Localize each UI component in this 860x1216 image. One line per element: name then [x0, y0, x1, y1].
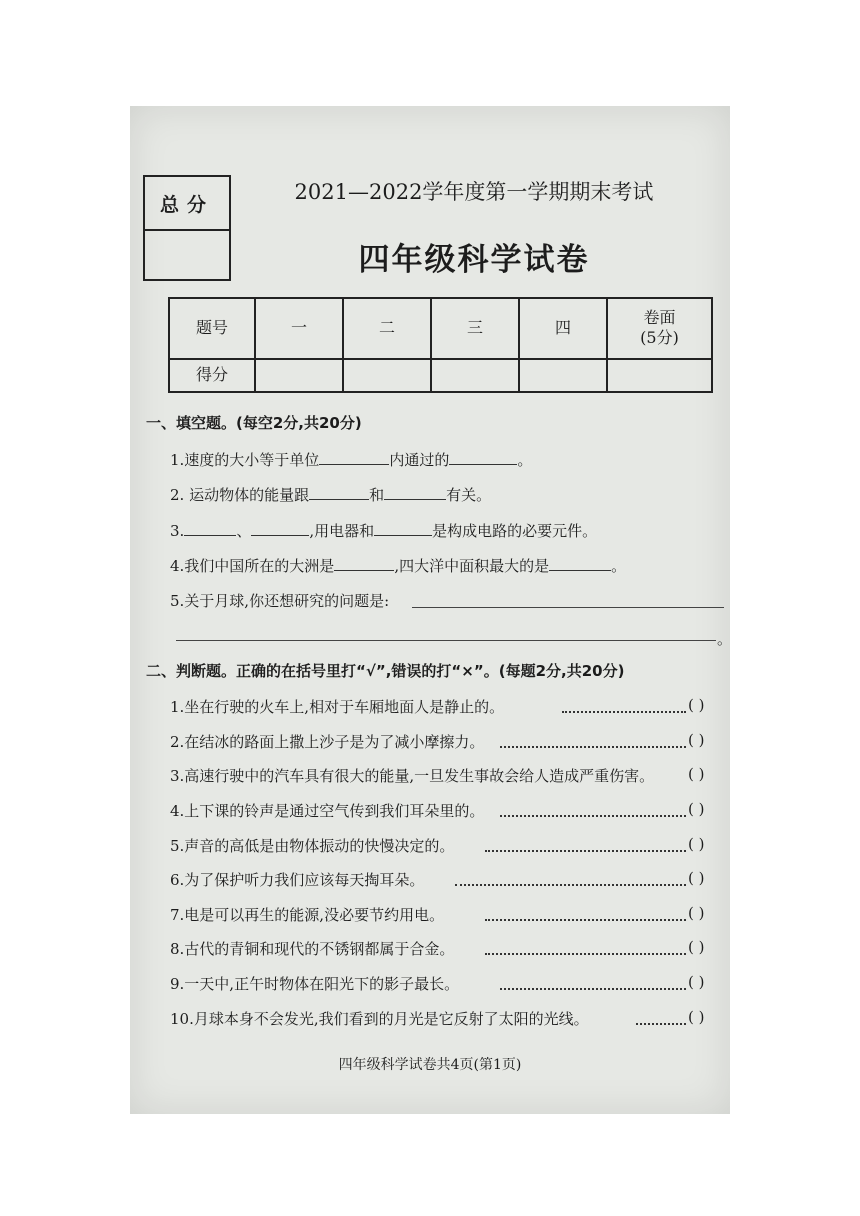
answer-bracket[interactable]: ( ) — [688, 765, 705, 783]
score-cell[interactable] — [519, 359, 607, 392]
judge-question-8: 8.古代的青铜和现代的不锈钢都属于合金。 — [170, 940, 455, 958]
answer-bracket[interactable]: ( ) — [688, 696, 705, 714]
score-cell[interactable] — [431, 359, 519, 392]
leader-dots — [562, 711, 686, 713]
judge-question-7: 7.电是可以再生的能源,没必要节约用电。 — [170, 906, 445, 924]
answer-line[interactable] — [176, 640, 716, 641]
fill-question-2 — [170, 484, 491, 505]
question-text: 内通过的 — [389, 451, 450, 469]
leader-dots — [485, 850, 686, 852]
answer-bracket[interactable]: ( ) — [688, 835, 705, 853]
leader-dots — [455, 884, 686, 886]
answer-blank[interactable] — [319, 449, 389, 465]
presentation-column-header — [607, 298, 712, 359]
score-cell[interactable] — [607, 359, 712, 392]
question-text: 、 — [236, 522, 252, 540]
answer-bracket[interactable]: ( ) — [688, 800, 705, 818]
leader-dots — [500, 746, 686, 748]
total-score-box — [143, 175, 231, 281]
answer-bracket[interactable]: ( ) — [688, 1008, 705, 1026]
fill-question-3 — [170, 520, 597, 541]
presentation-label: 卷面 — [643, 307, 676, 327]
answer-blank[interactable] — [449, 449, 517, 465]
exam-title: 四年级科学试卷 — [358, 242, 590, 278]
total-score-label: 总分 — [145, 177, 229, 231]
question-text: 3. — [170, 522, 185, 540]
answer-blank[interactable] — [334, 555, 394, 571]
judge-question-9: 9.一天中,正午时物体在阳光下的影子最长。 — [170, 975, 460, 993]
column-header: 三 — [431, 298, 519, 359]
question-text: 4.我们中国所在的大洲是 — [170, 557, 335, 575]
judge-question-4: 4.上下课的铃声是通过空气传到我们耳朵里的。 — [170, 802, 485, 820]
fill-question-5: 5.关于月球,你还想研究的问题是: — [170, 592, 390, 610]
question-text: 有关。 — [446, 486, 492, 504]
answer-bracket[interactable]: ( ) — [688, 869, 705, 887]
question-number-label: 题号 — [169, 298, 255, 359]
presentation-points: (5分) — [640, 328, 679, 348]
answer-bracket[interactable]: ( ) — [688, 973, 705, 991]
question-text: 是构成电路的必要元件。 — [432, 522, 598, 540]
question-text: 和 — [369, 486, 385, 504]
answer-blank[interactable] — [184, 520, 236, 536]
question-end-mark: 。 — [717, 630, 733, 648]
score-label: 得分 — [169, 359, 255, 392]
answer-bracket[interactable]: ( ) — [688, 731, 705, 749]
question-text: ,四大洋中面积最大的是 — [394, 557, 550, 575]
leader-dots — [500, 815, 686, 817]
section1-heading: 一、填空题。(每空2分,共20分) — [146, 414, 362, 432]
score-cell[interactable] — [255, 359, 343, 392]
leader-dots — [485, 919, 686, 921]
question-text: 1.速度的大小等于单位 — [170, 451, 320, 469]
score-cell[interactable] — [343, 359, 431, 392]
section2-heading: 二、判断题。正确的在括号里打“√”,错误的打“×”。(每题2分,共20分) — [146, 662, 625, 680]
question-text: ,用电器和 — [309, 522, 375, 540]
question-text: 。 — [517, 451, 533, 469]
judge-question-2: 2.在结冰的路面上撒上沙子是为了减小摩擦力。 — [170, 733, 485, 751]
question-text: 。 — [611, 557, 627, 575]
score-table-header-row — [169, 298, 712, 359]
fill-question-1 — [170, 449, 532, 470]
answer-blank[interactable] — [309, 484, 369, 500]
page-footer: 四年级科学试卷共4页(第1页) — [338, 1057, 522, 1073]
exam-subtitle: 2021—2022学年度第一学期期末考试 — [294, 180, 654, 204]
answer-line[interactable] — [412, 607, 724, 608]
judge-question-6: 6.为了保护听力我们应该每天掏耳朵。 — [170, 871, 425, 889]
question-text: 2. 运动物体的能量跟 — [170, 486, 310, 504]
answer-blank[interactable] — [549, 555, 611, 571]
leader-dots — [485, 953, 686, 955]
column-header: 一 — [255, 298, 343, 359]
leader-dots — [636, 1023, 686, 1025]
answer-blank[interactable] — [374, 520, 432, 536]
fill-question-4 — [170, 555, 626, 576]
judge-question-3: 3.高速行驶中的汽车具有很大的能量,一旦发生事故会给人造成严重伤害。 — [170, 767, 655, 785]
judge-question-5: 5.声音的高低是由物体振动的快慢决定的。 — [170, 837, 455, 855]
answer-blank[interactable] — [251, 520, 309, 536]
judge-question-1: 1.坐在行驶的火车上,相对于车厢地面人是静止的。 — [170, 698, 505, 716]
answer-bracket[interactable]: ( ) — [688, 938, 705, 956]
judge-question-10: 10.月球本身不会发光,我们看到的月光是它反射了太阳的光线。 — [170, 1010, 589, 1028]
score-table-score-row — [169, 359, 712, 392]
column-header: 二 — [343, 298, 431, 359]
answer-blank[interactable] — [384, 484, 446, 500]
leader-dots — [500, 988, 686, 990]
answer-bracket[interactable]: ( ) — [688, 904, 705, 922]
column-header: 四 — [519, 298, 607, 359]
score-table — [168, 297, 713, 393]
